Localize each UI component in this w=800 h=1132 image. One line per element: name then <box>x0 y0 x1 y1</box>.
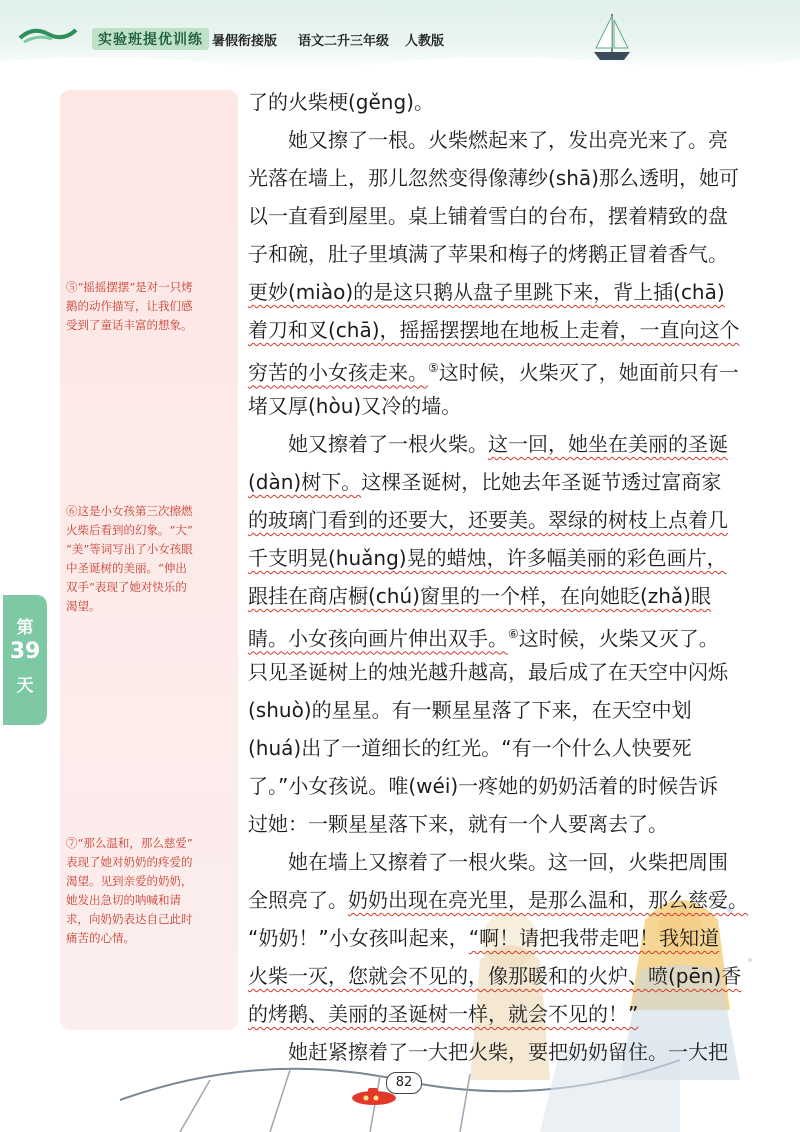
annotation-line: 中圣诞树的美丽。“伸出 <box>66 561 187 575</box>
day-tab <box>3 595 47 725</box>
underlined-text: 穷苦的小女孩走来。 <box>248 360 428 385</box>
body-line <box>248 620 768 653</box>
annotation-line: 痛苦的心情。 <box>66 931 135 945</box>
body-line <box>248 430 768 458</box>
day-tab-prefix: 第 <box>16 618 34 638</box>
body-line <box>248 886 768 914</box>
body-line-underlined: 跟挂在商店橱(chú)窗里的一个样，在向她眨(zhǎ)眼 <box>248 584 711 608</box>
series-logo-icon <box>18 24 78 44</box>
day-tab-suffix: 天 <box>16 676 34 696</box>
body-line <box>248 354 768 387</box>
annotation-line: 火柴后看到的幻象。“大” <box>66 523 193 537</box>
plain-text: 这棵圣诞树，比她去年圣诞节透过富商家 <box>361 470 722 494</box>
grade-label: 语文二升三年级 <box>298 34 390 49</box>
body-line-underlined: 着刀和叉(chā)，摇摇摆摆地在地板上走着，一直向这个 <box>248 318 740 342</box>
annotation-line: 双手”表现了她对快乐的 <box>66 580 187 594</box>
day-tab-number: 39 <box>9 639 41 664</box>
annotation-line: 表现了她对奶奶的疼爱的 <box>66 855 193 869</box>
body-line: 她赶紧擦着了一大把火柴，要把奶奶留住。一大把 <box>248 1040 728 1064</box>
body-line-underlined: 更妙(miào)的是这只鹅从盘子里跳下来，背上插(chā) <box>248 280 725 304</box>
plain-text: 这时候，火柴灭了，她面前只有一 <box>438 360 739 385</box>
plain-text: 全照亮了。 <box>248 888 348 912</box>
underlined-text: 翠绿的树枝上点着几 <box>548 508 728 532</box>
plain-text: 这时候，火柴又灭了。 <box>518 626 719 651</box>
snow-ground-illustration <box>120 1010 680 1132</box>
body-line: 了。”小女孩说。唯(wéi)一疼她的奶奶活着的时候告诉 <box>248 774 719 798</box>
body-line: 子和碗，肚子里填满了苹果和梅子的烤鹅正冒着香气。 <box>248 242 728 266</box>
body-line-underlined: 火柴一灭，您就会不见的，像那暖和的火炉、喷(pēn)香 <box>248 964 742 988</box>
body-line: 光落在墙上，那儿忽然变得像薄纱(shā)那么透明，她可 <box>248 166 739 190</box>
body-line <box>248 924 768 952</box>
page-header <box>0 0 800 72</box>
header-wave <box>0 52 800 74</box>
body-line: 以一直看到屋里。桌上铺着雪白的台布，摆着精致的盘 <box>248 204 728 228</box>
underlined-text: 这一回，她坐在美丽的圣诞 <box>488 432 728 456</box>
body-line-underlined: 千支明晃(huǎng)晃的蜡烛，许多幅美丽的彩色画片， <box>248 546 727 570</box>
page-number: 82 <box>386 1072 422 1094</box>
body-line: (shuò)的星星。有一颗星星落了下来，在天空中划 <box>248 698 692 722</box>
underlined-text: “啊！请把我带走吧！我知道 <box>468 926 720 950</box>
annotation-5 <box>66 278 236 335</box>
underlined-text: 睛。 <box>248 626 288 651</box>
body-line: (huá)出了一道细长的红光。“有一个什么人快要死 <box>248 736 692 760</box>
series-title: 实验班提优训练 <box>92 28 209 50</box>
annotation-line: 鹅的动作描写，让我们感 <box>66 299 193 313</box>
body-line: 过她：一颗星星落下来，就有一个人要离去了。 <box>248 812 668 836</box>
underlined-text: 的玻璃门看到的还要大，还要美。 <box>248 508 548 532</box>
underlined-text: 小女孩向画片伸出双手。 <box>288 626 508 651</box>
body-line: 堵又厚(hòu)又冷的墙。 <box>248 394 462 418</box>
annotation-marker-5: ⑤ <box>428 361 439 375</box>
annotation-line: 她发出急切的呐喊和请 <box>66 893 181 907</box>
annotation-line: 渴望。见到亲爱的奶奶， <box>66 874 193 888</box>
plain-text: 她又擦着了一根火柴。 <box>248 432 488 456</box>
body-line: 只见圣诞树上的烛光越升越高，最后成了在天空中闪烁 <box>248 660 728 684</box>
annotation-line: 求，向奶奶表达自己此时 <box>66 912 193 926</box>
body-line <box>248 468 768 496</box>
body-line: 了的火柴梗(gěng)。 <box>248 90 434 114</box>
annotation-line: ⑥这是小女孩第三次擦燃 <box>66 504 193 518</box>
body-line <box>248 506 768 534</box>
underlined-text: 奶奶出现在亮光里，是那么温和，那么慈爱。 <box>348 888 748 912</box>
annotation-7 <box>66 834 236 948</box>
body-line-underlined: 的烤鹅、美丽的圣诞树一样，就会不见的！” <box>248 1002 639 1026</box>
underlined-text: (dàn)树下。 <box>248 470 362 494</box>
annotation-6 <box>66 502 236 616</box>
publisher-label: 人教版 <box>405 34 445 49</box>
annotation-line: 受到了童话丰富的想象。 <box>66 318 193 332</box>
body-line: 她又擦了一根。火柴燃起来了，发出亮光来了。亮 <box>248 128 728 152</box>
annotation-line: ⑦“那么温和，那么慈爱” <box>66 836 193 850</box>
annotation-line: “美”等词写出了小女孩眼 <box>66 542 193 556</box>
annotation-line: ⑤“摇摇摆摆”是对一只烤 <box>66 280 193 294</box>
annotation-marker-6: ⑥ <box>508 627 519 641</box>
annotation-line: 渴望。 <box>66 599 101 613</box>
plain-text: “奶奶！”小女孩叫起来， <box>248 926 469 950</box>
body-line: 她在墙上又擦着了一根火柴。这一回，火柴把周围 <box>248 850 728 874</box>
edition-label: 暑假衔接版 <box>212 34 278 49</box>
